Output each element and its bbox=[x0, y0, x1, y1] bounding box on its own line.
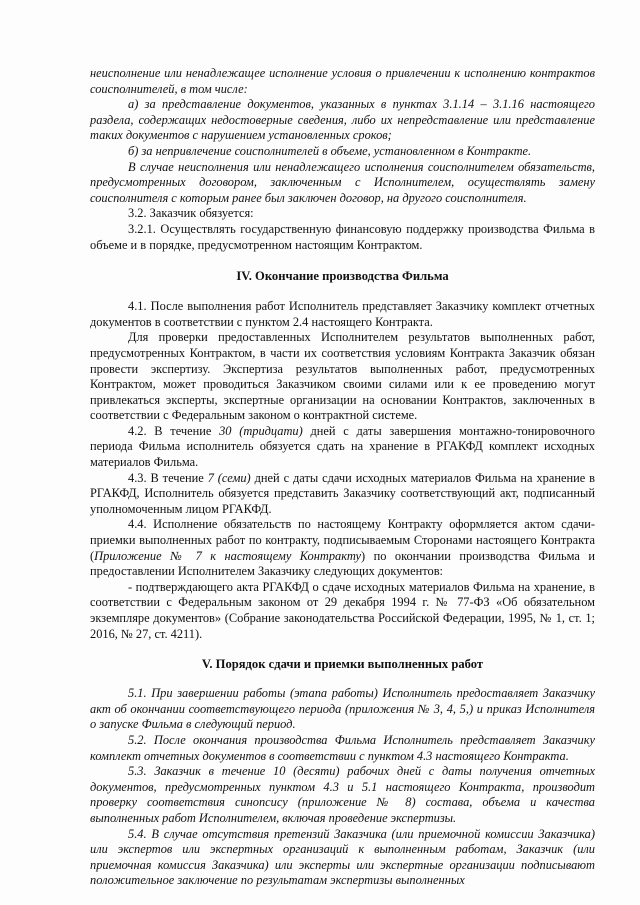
paragraph-bullet-rgakfd: - подтверждающего акта РГАКФД о сдаче исходных материалов Фильма на хранение, в соответствии с Федеральным законом от 29 декабря 1994 г. № 77-ФЗ «Об обязательном экземпляре документов» (Собрание законодательства Российской Федерации, 1995, № 1, ст. 1; 2016, № 27, ст. 4211). bbox=[90, 579, 595, 641]
paragraph-4-2-start: 4.2. В течение bbox=[128, 423, 220, 438]
paragraph-4-1: 4.1. После выполнения работ Исполнитель представляет Заказчику комплект отчетных документов в соответствии с пунктом 2.4 настоящего Контракта. bbox=[90, 299, 595, 329]
paragraph-intro: неисполнение или ненадлежащее исполнение условия о привлечении к исполнению контрактов соисполнителей, в том числе: bbox=[90, 66, 595, 96]
paragraph-replacement: В случае неисполнения или ненадлежащего исполнения соисполнителем обязательств, предусмотренных договором, заключенным с Исполнителем, осуществлять замену соисполнителя с которым ранее был заключен договор, на другого соисполнителя. bbox=[90, 159, 595, 205]
paragraph-4-3-start: 4.3. В течение bbox=[128, 470, 208, 485]
section-5-heading: V. Порядок сдачи и приемки выполненных работ bbox=[201, 657, 484, 672]
paragraph-4-2-term: 30 (тридцати) bbox=[219, 423, 303, 438]
paragraph-item-a: а) за представление документов, указанных в пунктах 3.1.14 – 3.1.16 настоящего раздела, содержащих недостоверные сведения, либо их непредставление или представление таких документов с нарушением установленных сроков; bbox=[90, 97, 595, 143]
paragraph-4-3 bbox=[90, 471, 595, 518]
paragraph-4-4-end: ) по окончании производства Фильма и предоставлении Исполнителем Заказчику следующих документов: bbox=[90, 548, 595, 579]
document-body bbox=[90, 66, 595, 889]
paragraph-4-3-term: 7 (семи) bbox=[207, 470, 251, 485]
paragraph-4-4 bbox=[90, 517, 595, 579]
paragraph-5-3: 5.3. Заказчик в течение 10 (десяти) рабочих дней с даты получения отчетных документов, предусмотренных пунктом 4.3 и 5.1 настоящего Контракта, производит проверку соответствия синопсису (приложение № 8) состава, объема и качества выполненных работ Исполнителем, включая проведение экспертизы. bbox=[90, 764, 595, 825]
paragraph-4-2 bbox=[90, 424, 595, 471]
paragraph-item-b: б) за непривлечение соисполнителей в объеме, установленном в Контракте. bbox=[128, 143, 532, 158]
paragraph-4-4-annex: Приложение № 7 к настоящему Контракту bbox=[94, 548, 362, 563]
section-4-heading: IV. Окончание производства Фильма bbox=[236, 269, 449, 284]
paragraph-3-2: 3.2. Заказчик обязуется: bbox=[128, 206, 254, 221]
paragraph-4-3-end: дней с даты сдачи исходных материалов Фильма на хранение в РГАКФД, Исполнитель обязуется представить Заказчику соответствующий акт, подписанный уполномоченным лицом РГАКФД. bbox=[90, 470, 596, 516]
paragraph-expertise: Для проверки предоставленных Исполнителем результатов выполненных работ, предусмотренных Контрактом, в части их соответствия условиям Контракта Заказчик обязан провести экспертизу. Экспертиза результатов выполненных работ, предусмотренных Контрактом, может проводиться Заказчиком своими силами или к ее проведению могут привлекаться эксперты, экспертные организации на основании Контрактов, заключенных в соответствии с Федеральным законом о контрактной системе. bbox=[90, 330, 595, 423]
paragraph-5-1: 5.1. При завершении работы (этапа работы) Исполнитель предоставляет Заказчику акт об окончании соответствующего периода (приложения № 3, 4, 5,) и приказ Исполнителя о запуске Фильма в следующий период. bbox=[90, 686, 595, 732]
paragraph-4-2-end: дней с даты завершения монтажно-тонировочного периода Фильма исполнитель обязуется сдать на хранение в РГАКФД комплект исходных материалов Фильма. bbox=[90, 423, 595, 470]
paragraph-5-2: 5.2. После окончания производства Фильма Исполнитель представляет Заказчику комплект отчетных документов в соответствии с пунктом 4.3 настоящего Контракта. bbox=[90, 732, 595, 763]
paragraph-4-4-start: 4.4. Исполнение обязательств по настоящему Контракту оформляется актом сдачи-приемки выполненных работ по контракту, подписываемым Сторонами настоящего Контракта ( bbox=[90, 517, 595, 563]
paragraph-5-4: 5.4. В случае отсутствия претензий Заказчика (или приемочной комиссии Заказчика) или экспертов или экспертных организаций к выполненным работам, Заказчик (или приемочная комиссия Заказчика) или эксперты или экспертные организации подписывают положительное заключение по результатам экспертизы выполненных bbox=[90, 826, 595, 888]
paragraph-3-2-1: 3.2.1. Осуществлять государственную финансовую поддержку производства Фильма в объеме и в порядке, предусмотренном настоящим Контрактом. bbox=[90, 221, 595, 252]
